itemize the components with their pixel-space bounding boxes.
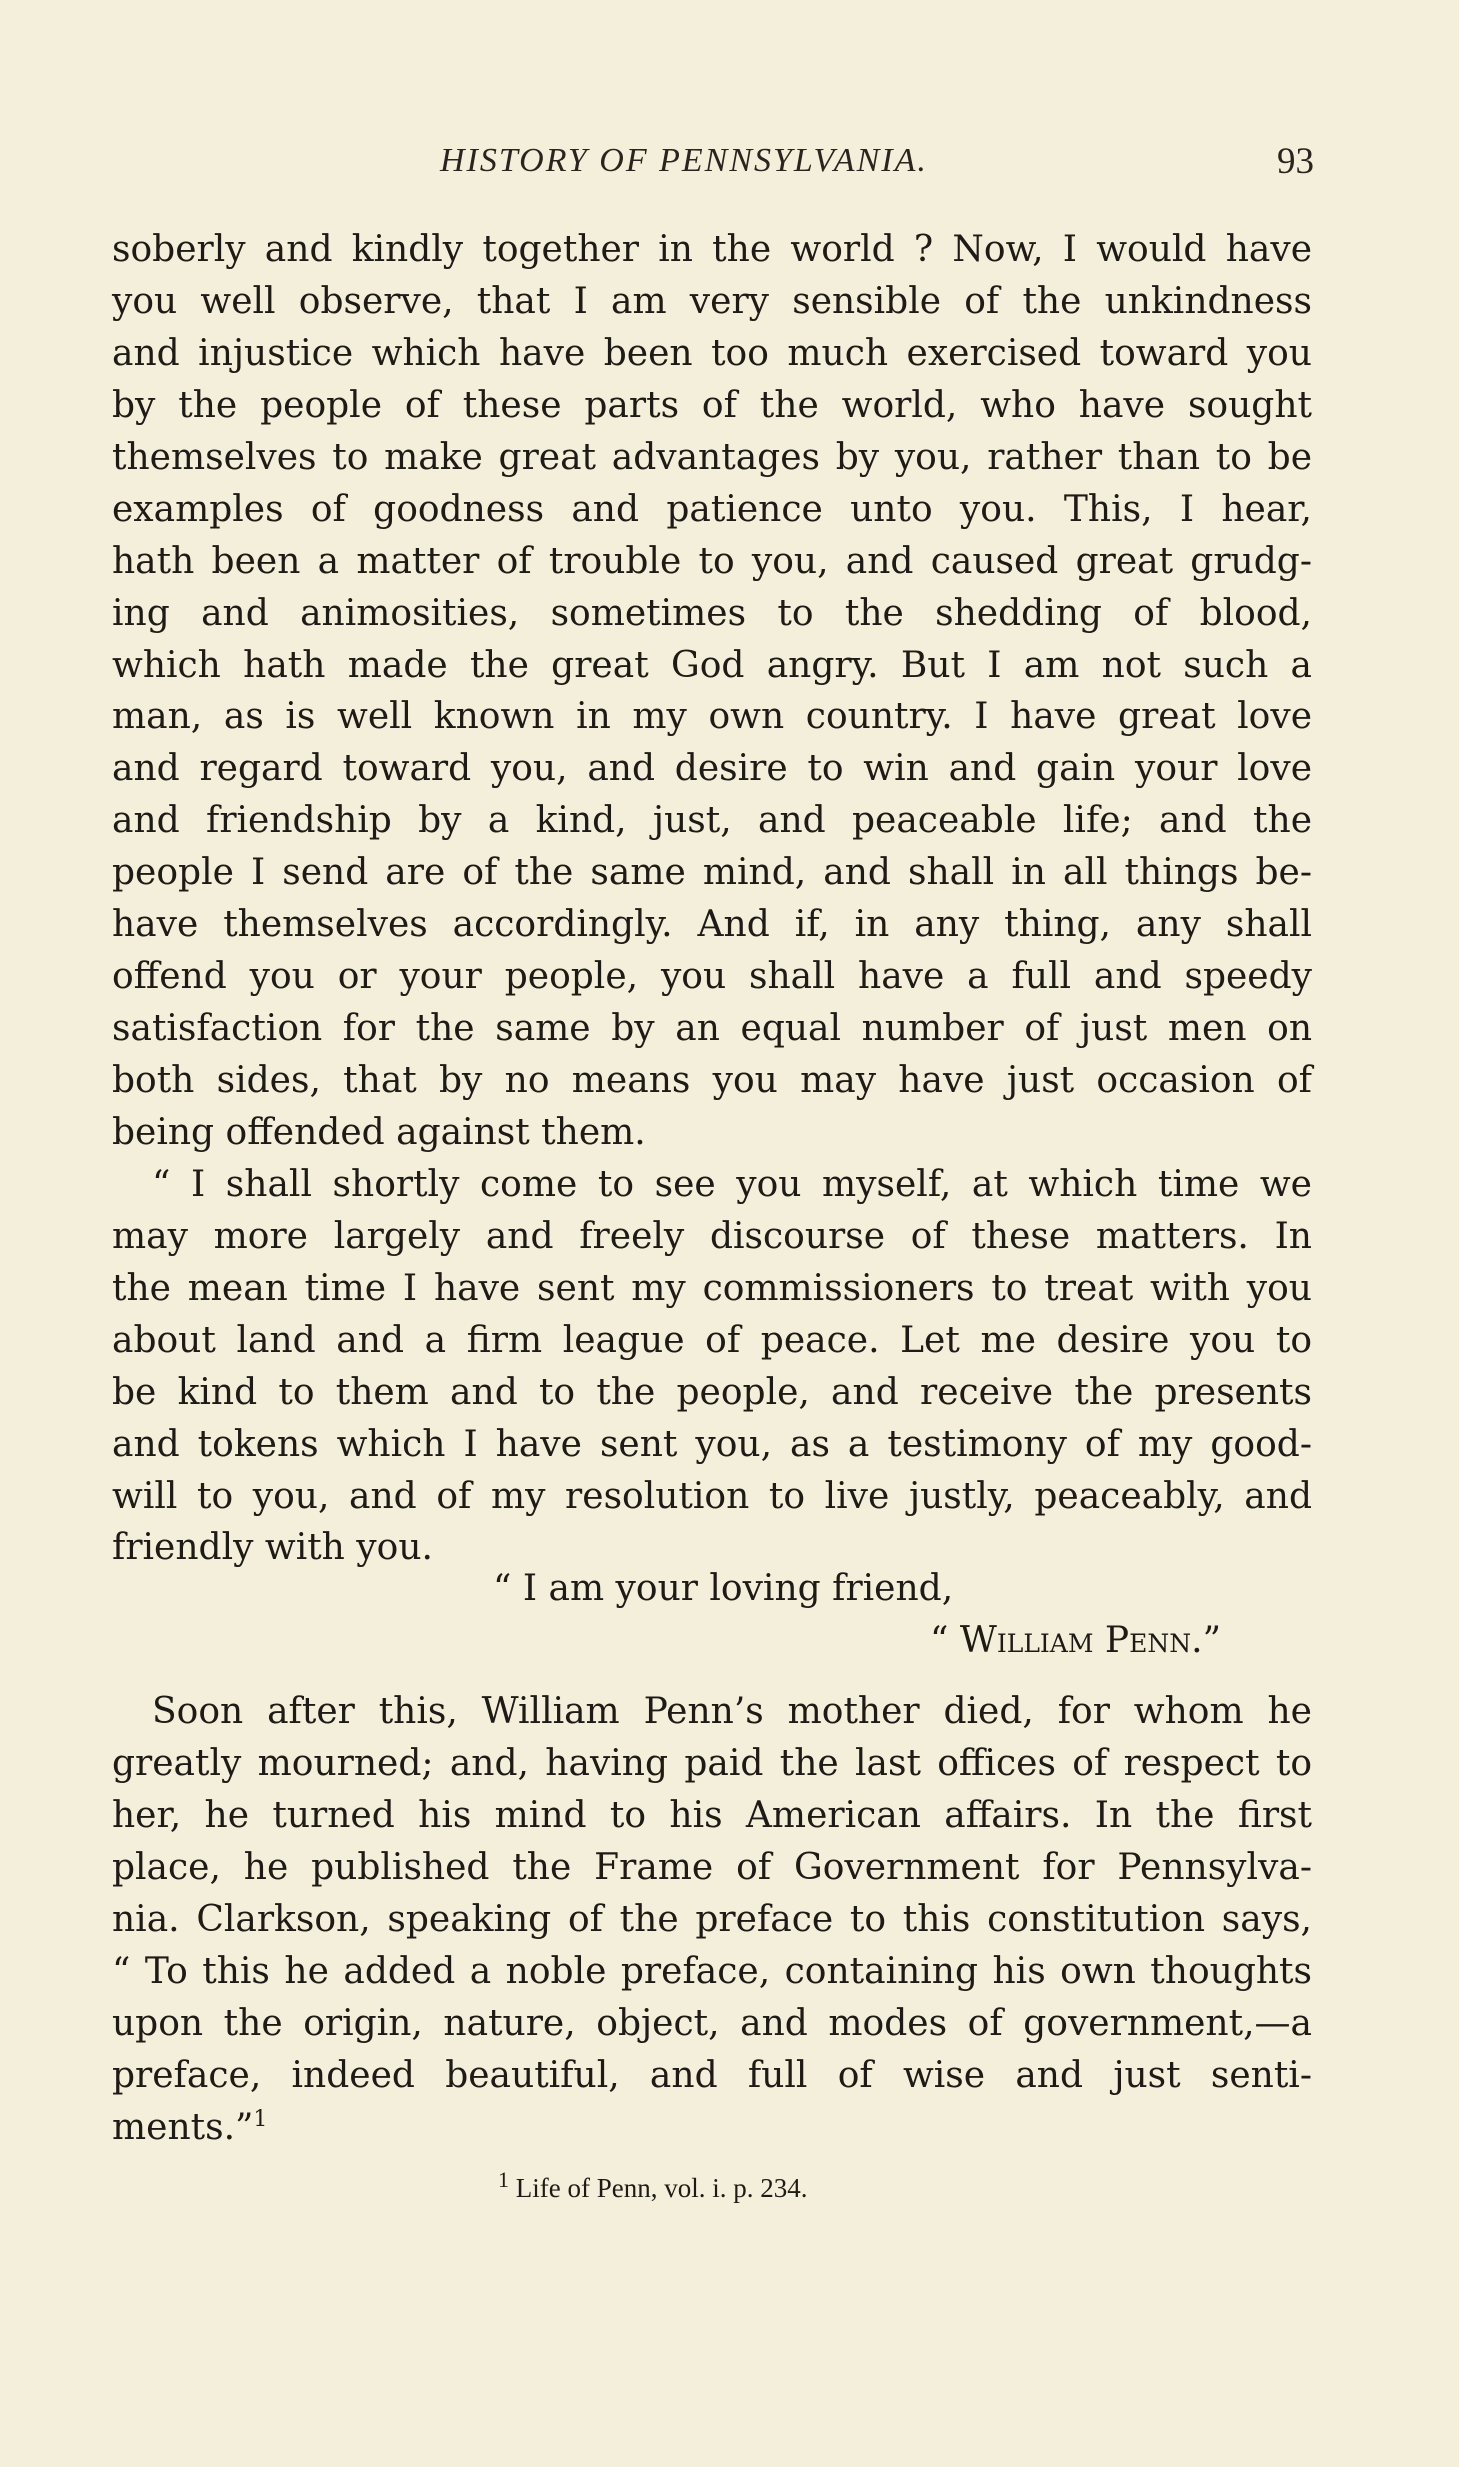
text-line [112, 2102, 1312, 2154]
text-line: man, as is well known in my own country. I have great love [112, 696, 1312, 738]
text-line: greatly mourned; and, having paid the last offices of respect to [112, 1742, 1312, 1784]
text-line: being offended against them. [112, 1111, 646, 1153]
text-line: and injustice which have been too much exercised toward you [112, 332, 1312, 374]
text-line: Soon after this, William Penn’s mother died, for whom he [152, 1691, 1312, 1732]
text-line: by the people of these parts of the world, who have sought [112, 384, 1312, 426]
footnote-reference: 1 [253, 2106, 268, 2132]
footnote-text: Life of Penn, vol. i. p. 234. [515, 2173, 808, 2203]
text-line: friendly with you. [112, 1527, 433, 1569]
text-line: which hath made the great God angry. But I am not such a [112, 644, 1312, 686]
text-line: and friendship by a kind, just, and peaceable life; and the [112, 800, 1312, 842]
text-line: will to you, and of my resolution to live justly, peaceably, and [112, 1475, 1312, 1517]
text-line: examples of goodness and patience unto you. This, I hear, [112, 488, 1312, 530]
text-line: her, he turned his mind to his American affairs. In the first [112, 1794, 1312, 1836]
text-line: nia. Clarkson, speaking of the preface to this constitution says, [112, 1898, 1312, 1940]
text-line: the mean time I have sent my commissioners to treat with you [112, 1267, 1312, 1309]
text-line: place, he published the Frame of Government for Pennsylva- [112, 1846, 1312, 1888]
text-line: upon the origin, nature, object, and modes of government,—a [112, 2002, 1312, 2044]
text-line: “ I shall shortly come to see you myself, at which time we [152, 1163, 1312, 1205]
text-line: soberly and kindly together in the world ? Now, I would have [112, 229, 1312, 270]
text-line-end: ments.” [112, 2106, 254, 2148]
narrative-paragraph [112, 1686, 1312, 2153]
text-line: both sides, that by no means you may have just occasion of [112, 1060, 1312, 1101]
page-number: 93 [1277, 141, 1314, 182]
text-line: you well observe, that I am very sensible of the unkindness [112, 280, 1312, 322]
text-line: and tokens which I have sent you, as a testimony of my good- [112, 1423, 1312, 1465]
text-line: and regard toward you, and desire to win and gain your love [112, 748, 1312, 790]
text-line: have themselves accordingly. And if, in any thing, any shall [112, 904, 1312, 946]
text-line: hath been a matter of trouble to you, and caused great grudg- [112, 540, 1312, 582]
text-line: people I send are of the same mind, and shall in all things be- [112, 852, 1312, 894]
text-line: about land and a firm league of peace. Let me desire you to [112, 1319, 1312, 1361]
footnote [498, 2167, 808, 2204]
letter-body [112, 224, 1312, 1574]
letter-valediction: “ I am your loving friend, [493, 1568, 954, 1609]
text-line: may more largely and freely discourse of these matters. In [112, 1215, 1312, 1257]
footnote-marker: 1 [498, 2167, 509, 2192]
text-line: themselves to make great advantages by you, rather than to be [112, 436, 1312, 478]
text-line: offend you or your people, you shall have a full and speedy [112, 956, 1312, 998]
letter-signature: “ William Penn.” [930, 1620, 1221, 1661]
text-line: “ To this he added a noble preface, containing his own thoughts [112, 1950, 1312, 1992]
text-line: be kind to them and to the people, and receive the presents [112, 1371, 1312, 1413]
running-title: HISTORY OF PENNSYLVANIA. [440, 142, 928, 179]
text-line: preface, indeed beautiful, and full of wise and just senti- [112, 2054, 1312, 2096]
text-line: ing and animosities, sometimes to the shedding of blood, [112, 592, 1312, 634]
text-line: satisfaction for the same by an equal number of just men on [112, 1008, 1312, 1050]
